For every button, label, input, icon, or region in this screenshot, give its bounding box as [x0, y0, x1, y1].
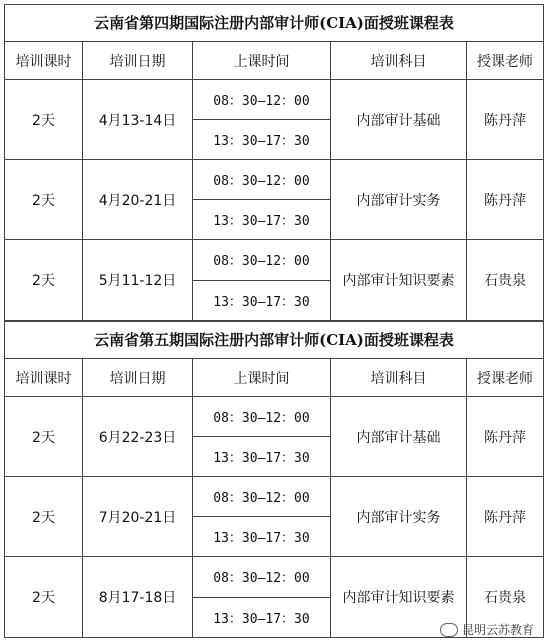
schedule-table-4 [4, 4, 544, 321]
hours-cell: 2天 [5, 397, 83, 476]
wechat-icon [440, 623, 458, 637]
teacher-cell: 陈丹萍 [484, 429, 526, 446]
afternoon-time: 13：30—17：30 [193, 280, 330, 321]
header-date: 培训日期 [83, 359, 193, 396]
table-row [5, 160, 543, 240]
subject-cell: 内部审计实务 [331, 160, 467, 239]
header-time: 上课时间 [193, 42, 331, 79]
morning-time: 08：30—12：00 [213, 571, 310, 587]
date-cell: 4月13-14日 [83, 80, 193, 159]
date-cell: 5月11-12日 [83, 240, 193, 320]
header-date: 培训日期 [83, 42, 193, 79]
watermark [440, 621, 534, 638]
schedule-table-5 [4, 321, 544, 638]
header-teacher: 授课老师 [477, 370, 533, 387]
header-row [5, 359, 543, 397]
time-cell [193, 160, 331, 239]
table-row [5, 477, 543, 557]
date-cell: 4月20-21日 [83, 160, 193, 239]
hours-cell: 2天 [5, 160, 83, 239]
watermark-text: 昆明云苏教育 [461, 623, 534, 637]
teacher-cell: 陈丹萍 [484, 112, 526, 129]
subject-cell: 内部审计基础 [331, 397, 467, 476]
morning-time: 08：30—12：00 [213, 491, 310, 506]
morning-time: 08：30—12：00 [213, 174, 310, 189]
time-cell [193, 397, 331, 476]
hours-cell: 2天 [5, 557, 83, 637]
subject-cell: 内部审计实务 [331, 477, 467, 556]
header-time: 上课时间 [193, 359, 331, 396]
table-title: 云南省第四期国际注册内部审计师(CIA)面授班课程表 [5, 5, 543, 42]
table-title: 云南省第五期国际注册内部审计师(CIA)面授班课程表 [5, 322, 543, 359]
date-cell: 8月17-18日 [83, 557, 193, 637]
morning-time: 08：30—12：00 [213, 94, 310, 109]
time-cell [193, 557, 331, 637]
subject-cell: 内部审计知识要素 [331, 240, 467, 320]
morning-time: 08：30—12：00 [213, 254, 310, 270]
header-hours: 培训课时 [5, 42, 83, 79]
time-cell [193, 80, 331, 159]
header-subject: 培训科目 [331, 42, 467, 79]
date-cell: 7月20-21日 [83, 477, 193, 556]
afternoon-time: 13：30—17：30 [193, 199, 330, 239]
morning-time: 08：30—12：00 [213, 411, 310, 426]
date-cell: 6月22-23日 [83, 397, 193, 476]
table-row [5, 80, 543, 160]
table-row [5, 240, 543, 320]
teacher-cell: 陈丹萍 [484, 509, 526, 526]
afternoon-time: 13：30—17：30 [193, 516, 330, 556]
header-teacher: 授课老师 [477, 53, 533, 70]
time-cell [193, 477, 331, 556]
hours-cell: 2天 [5, 80, 83, 159]
teacher-cell: 石贵泉 [484, 590, 526, 606]
table-row [5, 397, 543, 477]
time-cell [193, 240, 331, 320]
hours-cell: 2天 [5, 477, 83, 556]
header-row [5, 42, 543, 80]
subject-cell: 内部审计基础 [331, 80, 467, 159]
teacher-cell: 石贵泉 [484, 273, 526, 289]
header-subject: 培训科目 [331, 359, 467, 396]
afternoon-time: 13：30—17：30 [193, 597, 330, 638]
header-hours: 培训课时 [5, 359, 83, 396]
afternoon-time: 13：30—17：30 [193, 119, 330, 159]
subject-cell: 内部审计知识要素 [331, 557, 467, 637]
teacher-cell: 陈丹萍 [484, 192, 526, 209]
afternoon-time: 13：30—17：30 [193, 436, 330, 476]
hours-cell: 2天 [5, 240, 83, 320]
